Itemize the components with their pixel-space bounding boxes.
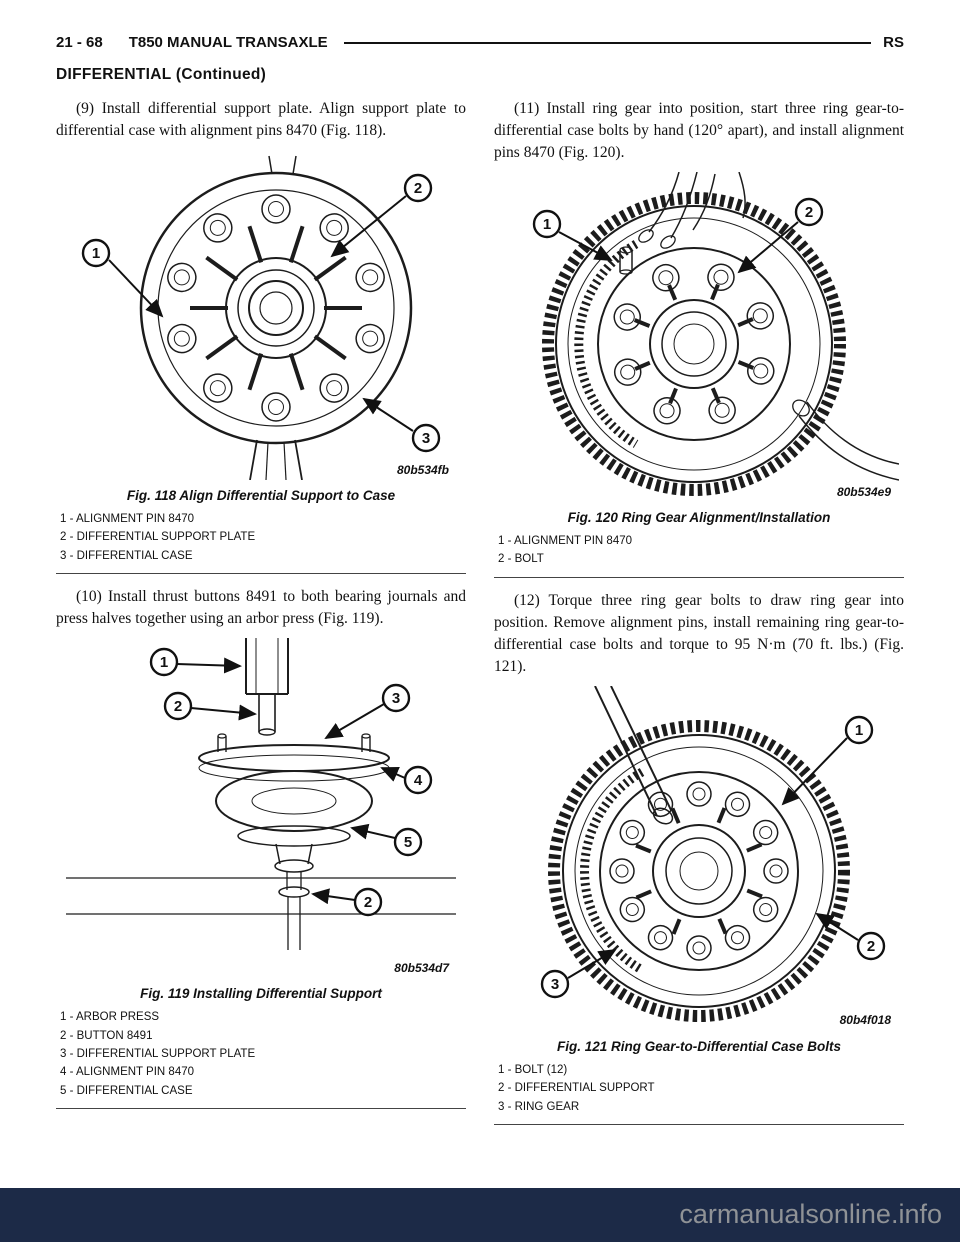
- two-column-body: [56, 94, 904, 1137]
- step-10-text: (10) Install thrust buttons 8491 to both bearing journals and press halves together using an arbor press (Fig. 119).: [56, 588, 466, 628]
- svg-text:1: 1: [854, 721, 864, 739]
- callout-3: [364, 399, 439, 451]
- image-code: 80b534e9: [836, 485, 891, 499]
- svg-text:2: 2: [173, 698, 183, 716]
- fig-120-caption: Fig. 120 Ring Gear Alignment/Installation: [567, 510, 831, 525]
- image-code: 80b534fb: [396, 463, 449, 477]
- legend-item: 4 - ALIGNMENT PIN 8470: [60, 1066, 195, 1079]
- image-code: 80b534d7: [394, 961, 449, 976]
- callout-2b: [313, 889, 381, 915]
- manual-title: T850 MANUAL TRANSAXLE: [128, 34, 328, 51]
- fig-120-legend: [494, 532, 904, 578]
- callout-1: [151, 649, 240, 675]
- legend-item: 1 - ALIGNMENT PIN 8470: [60, 513, 195, 525]
- section-title: DIFFERENTIAL (Continued): [56, 66, 267, 83]
- svg-text:3: 3: [550, 975, 560, 993]
- legend-item: 1 - ARBOR PRESS: [60, 1011, 160, 1024]
- fig-120-ring-gear-illustration: [499, 172, 899, 502]
- callout-1: [534, 211, 611, 260]
- legend-item: 5 - DIFFERENTIAL CASE: [60, 1084, 193, 1097]
- figure-119: [56, 638, 466, 1109]
- fig-118-legend: [56, 510, 466, 574]
- legend-item: 3 - RING GEAR: [498, 1100, 580, 1113]
- right-column: [494, 94, 904, 1137]
- callout-4: [382, 767, 431, 793]
- page-number: 21 - 68: [56, 34, 103, 51]
- step-9-text: (9) Install differential support plate. Align support plate to differential case with alignment pins 8470 (Fig. 118).: [56, 100, 466, 139]
- legend-item: 2 - BOLT: [498, 553, 544, 566]
- figure-120: [494, 172, 904, 578]
- callout-2: [165, 693, 255, 719]
- svg-text:4: 4: [413, 772, 423, 790]
- differential-case-drawing: [141, 156, 411, 480]
- legend-item: 1 - BOLT (12): [498, 1063, 568, 1076]
- svg-text:5: 5: [403, 834, 413, 852]
- step-11-text: (11) Install ring gear into position, start three ring gear-to-differential case bolts by hand (120° apart), and install alignment pins 8470 (Fig. 120).: [494, 100, 904, 161]
- svg-text:1: 1: [159, 654, 169, 672]
- fig-121-legend: [494, 1061, 904, 1125]
- ring-gear-bolts-drawing: [554, 686, 844, 1016]
- image-code: 80b4f018: [839, 1012, 891, 1027]
- svg-text:1: 1: [542, 216, 552, 233]
- left-column: [56, 94, 466, 1137]
- svg-text:2: 2: [413, 180, 423, 197]
- fig-119-caption: Fig. 119 Installing Differential Support: [140, 986, 382, 1002]
- step-12-text: (12) Torque three ring gear bolts to draw ring gear into position. Remove alignment pins, install remaining ring gear-to-differential case bolts and torque to 95 N·m (70 ft. lbs.) (Fig. 121).: [494, 591, 904, 675]
- watermark-text: carmanualsonline.info: [679, 1199, 942, 1229]
- callout-2: [332, 175, 431, 256]
- fig-119-arbor-press-illustration: [66, 638, 456, 978]
- fig-121-ring-gear-bolts-illustration: [499, 686, 899, 1031]
- edition-code: RS: [883, 34, 904, 51]
- header-rule: [344, 42, 872, 44]
- legend-item: 3 - DIFFERENTIAL SUPPORT PLATE: [60, 1047, 256, 1060]
- fig-118-differential-case-illustration: [66, 150, 456, 480]
- fig-121-caption: Fig. 121 Ring Gear-to-Differential Case Bolts: [556, 1038, 842, 1054]
- callout-3: [326, 685, 409, 738]
- fig-118-caption: Fig. 118 Align Differential Support to Case: [126, 488, 396, 503]
- ring-gear-drawing: [548, 172, 899, 490]
- figure-118: [56, 150, 466, 574]
- fig-119-legend: [56, 1008, 466, 1109]
- callout-1: [783, 717, 872, 804]
- legend-item: 1 - ALIGNMENT PIN 8470: [498, 535, 633, 547]
- svg-text:1: 1: [91, 245, 101, 262]
- svg-text:3: 3: [421, 430, 431, 447]
- svg-text:3: 3: [391, 690, 401, 708]
- legend-item: 2 - BUTTON 8491: [60, 1029, 153, 1042]
- figure-121: [494, 686, 904, 1125]
- svg-text:2: 2: [363, 894, 373, 912]
- svg-text:2: 2: [866, 937, 876, 955]
- legend-item: 3 - DIFFERENTIAL CASE: [60, 549, 193, 562]
- legend-item: 2 - DIFFERENTIAL SUPPORT PLATE: [60, 531, 256, 544]
- callout-1: [83, 240, 162, 316]
- callout-5: [352, 828, 421, 855]
- page-header: [56, 34, 904, 51]
- legend-item: 2 - DIFFERENTIAL SUPPORT: [498, 1082, 655, 1095]
- svg-text:2: 2: [804, 204, 814, 221]
